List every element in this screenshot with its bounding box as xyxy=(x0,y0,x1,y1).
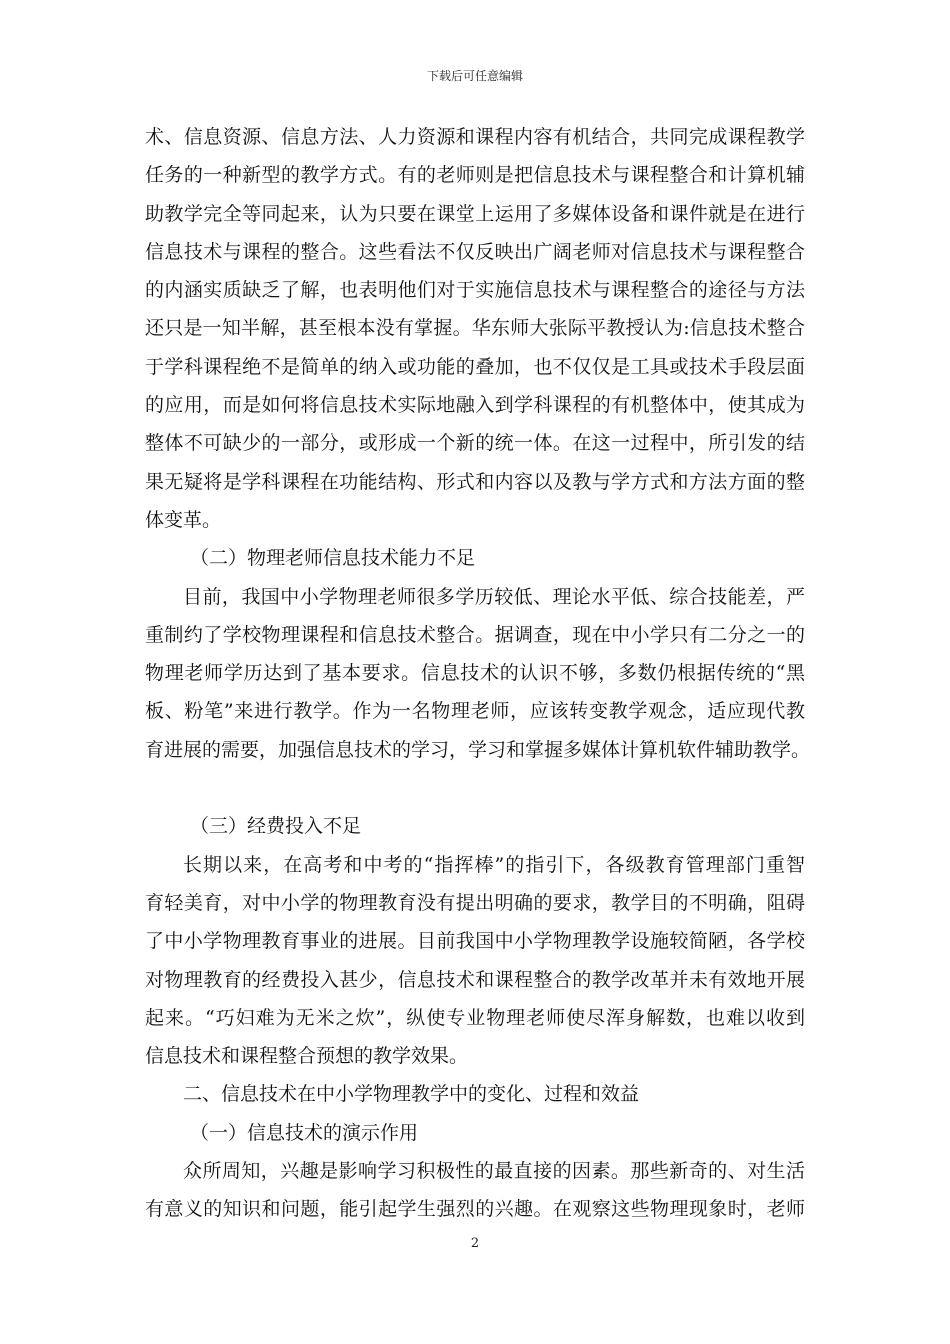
document-body xyxy=(145,118,811,1229)
text-line: 于学科课程绝不是简单的纳入或功能的叠加，也不仅仅是工具或技术手段层面 xyxy=(145,355,805,378)
text-line: 了中小学物理教育事业的进展。目前我国中小学物理教学设施较简陋，各学校 xyxy=(145,930,805,953)
section-heading: （三）经费投入不足 xyxy=(190,815,362,838)
text-line: 术、信息资源、信息方法、人力资源和课程内容有机结合，共同完成课程教学 xyxy=(145,126,805,148)
text-line: 果无疑将是学科课程在功能结构、形式和内容以及教与学方式和方法方面的整 xyxy=(145,470,805,493)
section-heading: （一）信息技术的演示作用 xyxy=(190,1121,419,1144)
text-line: 目前，我国中小学物理老师很多学历较低、理论水平低、综合技能差，严 xyxy=(183,585,805,608)
blank-line xyxy=(145,769,805,807)
text-line: 还只是一知半解，甚至根本没有掌握。华东师大张际平教授认为:信息技术整合 xyxy=(145,317,805,340)
section-heading: 二、信息技术在中小学物理教学中的变化、过程和效益 xyxy=(183,1083,640,1106)
text-line: 育进展的需要，加强信息技术的学习，学习和掌握多媒体计算机软件辅助教学。 xyxy=(145,738,811,761)
text-line: 整体不可缺少的一部分，或形成一个新的统一体。在这一过程中，所引发的结 xyxy=(145,432,805,455)
text-line: 信息技术和课程整合预想的教学效果。 xyxy=(145,1045,469,1068)
text-line: 的内涵实质缺乏了解，也表明他们对于实施信息技术与课程整合的途径与方法 xyxy=(145,279,805,302)
page-header-note: 下载后可任意编辑 xyxy=(426,69,523,83)
text-line: 信息技术与课程的整合。这些看法不仅反映出广阔老师对信息技术与课程整合 xyxy=(145,240,805,263)
text-line: 板、粉笔”来进行教学。作为一名物理老师，应该转变教学观念，适应现代教 xyxy=(145,700,805,723)
text-line: 重制约了学校物理课程和信息技术整合。据调查，现在中小学只有二分之一的 xyxy=(145,623,805,646)
text-line: 的应用，而是如何将信息技术实际地融入到学科课程的有机整体中，使其成为 xyxy=(145,394,805,417)
page-number: 2 xyxy=(470,1236,480,1251)
text-line: 体变革。 xyxy=(145,508,222,531)
text-line: 育轻美育，对中小学的物理教育没有提出明确的要求，教学目的不明确，阻碍 xyxy=(145,891,805,914)
section-heading: （二）物理老师信息技术能力不足 xyxy=(190,547,476,570)
text-line: 物理老师学历达到了基本要求。信息技术的认识不够，多数仍根据传统的“黑 xyxy=(145,662,805,685)
text-line: 众所周知，兴趣是影响学习积极性的最直接的因素。那些新奇的、对生活 xyxy=(183,1160,805,1183)
text-line: 长期以来，在高考和中考的“指挥棒”的指引下，各级教育管理部门重智 xyxy=(183,853,805,876)
text-line: 助教学完全等同起来，认为只要在课堂上运用了多媒体设备和课件就是在进行 xyxy=(145,202,805,225)
text-line: 有意义的知识和问题，能引起学生强烈的兴趣。在观察这些物理现象时，老师 xyxy=(145,1198,805,1221)
text-line: 起来。“巧妇难为无米之炊”，纵使专业物理老师使尽浑身解数，也难以收到 xyxy=(145,1006,805,1029)
text-line: 任务的一种新型的教学方式。有的老师则是把信息技术与课程整合和计算机辅 xyxy=(145,164,805,187)
text-line: 对物理教育的经费投入甚少，信息技术和课程整合的教学改革并未有效地开展 xyxy=(145,968,805,991)
